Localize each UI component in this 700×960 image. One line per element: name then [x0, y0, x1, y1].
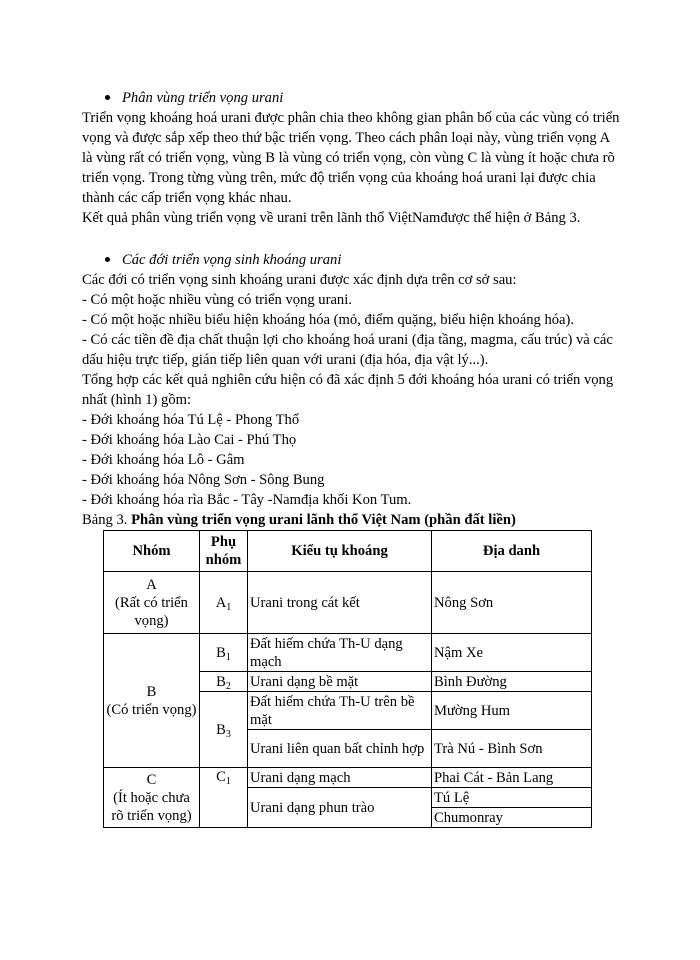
table-caption: Bảng 3. Phân vùng triển vọng urani lãnh thổ Việt Nam (phần đất liền)	[82, 512, 516, 528]
paragraph-summary: Tổng hợp các kết quả nghiên cứu hiện có đã xác định 5 đới khoáng hóa urani có triển vọng nhất (hình 1) gồm:	[82, 372, 614, 408]
location-cell: Nậm Xe	[432, 634, 592, 672]
deposit-type-cell: Đất hiếm chứa Th-U trên bề mặt	[248, 692, 432, 730]
table-row	[104, 572, 592, 634]
header-deposit-type: Kiểu tụ khoáng	[248, 531, 432, 572]
section-heading-urani-zoning: Phân vùng triển vọng urani	[82, 88, 622, 108]
group-cell-b: B (Có triển vọng)	[104, 634, 200, 768]
location-cell: Tú Lệ	[432, 788, 592, 808]
section-heading-prospect-zones: Các đới triển vọng sinh khoáng urani	[82, 250, 622, 270]
location-cell: Nông Sơn	[432, 572, 592, 634]
bullet-icon	[105, 257, 110, 262]
header-location: Địa danh	[432, 531, 592, 572]
location-cell: Mường Hum	[432, 692, 592, 730]
table-row	[104, 768, 592, 788]
table-header-row	[104, 531, 592, 572]
subgroup-cell: $B_1$	[200, 634, 248, 672]
bullet-icon	[105, 95, 110, 100]
deposit-type-cell: Urani trong cát kết	[248, 572, 432, 634]
location-cell: Phai Cát - Bản Lang	[432, 768, 592, 788]
paragraph-zoning: Triển vọng khoáng hoá urani được phân chia theo không gian phân bố của các vùng có triển vọng và được sắp xếp theo thứ bậc triển vọng. Theo cách phân loại này, vùng triển vọng A là vùng rất có triển vọng, vùng B là vùng có triển vọng, còn vùng C là vùng ít hoặc chưa rõ triển vọng. Trong từng vùng trên, mức độ triển vọng của khoáng hoá urani lại được chia thành các cấp triển vọng khác nhau.	[82, 110, 620, 206]
deposit-type-cell: Urani dạng bề mặt	[248, 672, 432, 692]
header-subgroup: Phụ nhóm	[200, 531, 248, 572]
zone-item: - Đới khoáng hóa Nông Sơn - Sông Bung	[82, 472, 325, 488]
location-cell: Bình Đường	[432, 672, 592, 692]
table-row	[104, 634, 592, 672]
paragraph-zoning-result: Kết quả phân vùng triển vọng về urani trên lãnh thổ ViệtNamđược thể hiện ở Bảng 3.	[82, 210, 581, 226]
zone-item: - Đới khoáng hóa Lô - Gâm	[82, 452, 245, 468]
paragraph-criteria-intro: Các đới có triển vọng sinh khoáng urani được xác định dựa trên cơ sở sau:	[82, 272, 517, 288]
document-page	[82, 88, 622, 828]
subgroup-cell: $C_1$	[200, 768, 248, 828]
zone-item: - Đới khoáng hóa Lào Cai - Phú Thọ	[82, 432, 297, 448]
subgroup-cell: $A_1$	[200, 572, 248, 634]
subgroup-cell: $B_3$	[200, 692, 248, 768]
deposit-type-cell: Urani liên quan bất chỉnh hợp	[248, 730, 432, 768]
group-cell-a: A (Rất có triển vọng)	[104, 572, 200, 634]
group-cell-c: C (Ít hoặc chưa rõ triển vọng)	[104, 768, 200, 828]
subgroup-cell: $B_2$	[200, 672, 248, 692]
criteria-item: - Có một hoặc nhiều vùng có triển vọng urani.	[82, 292, 352, 308]
deposit-type-cell: Đất hiếm chứa Th-U dạng mạch	[248, 634, 432, 672]
deposit-type-cell: Urani dạng mạch	[248, 768, 432, 788]
header-group: Nhóm	[104, 531, 200, 572]
location-cell: Chumonray	[432, 808, 592, 828]
deposit-type-cell: Urani dạng phun trào	[248, 788, 432, 828]
zone-item: - Đới khoáng hóa rìa Bắc - Tây -Namđịa khối Kon Tum.	[82, 492, 412, 508]
criteria-item: - Có các tiền đề địa chất thuận lợi cho khoáng hoá urani (địa tầng, magma, cấu trúc) và các dấu hiệu trực tiếp, gián tiếp liên quan với urani (địa hóa, địa vật lý...).	[82, 332, 613, 368]
zone-item: - Đới khoáng hóa Tú Lệ - Phong Thổ	[82, 412, 300, 428]
location-cell: Trà Nú - Bình Sơn	[432, 730, 592, 768]
criteria-item: - Có một hoặc nhiều biểu hiện khoáng hóa (mỏ, điểm quặng, biểu hiện khoáng hóa).	[82, 312, 575, 328]
urani-zoning-table	[103, 530, 592, 828]
